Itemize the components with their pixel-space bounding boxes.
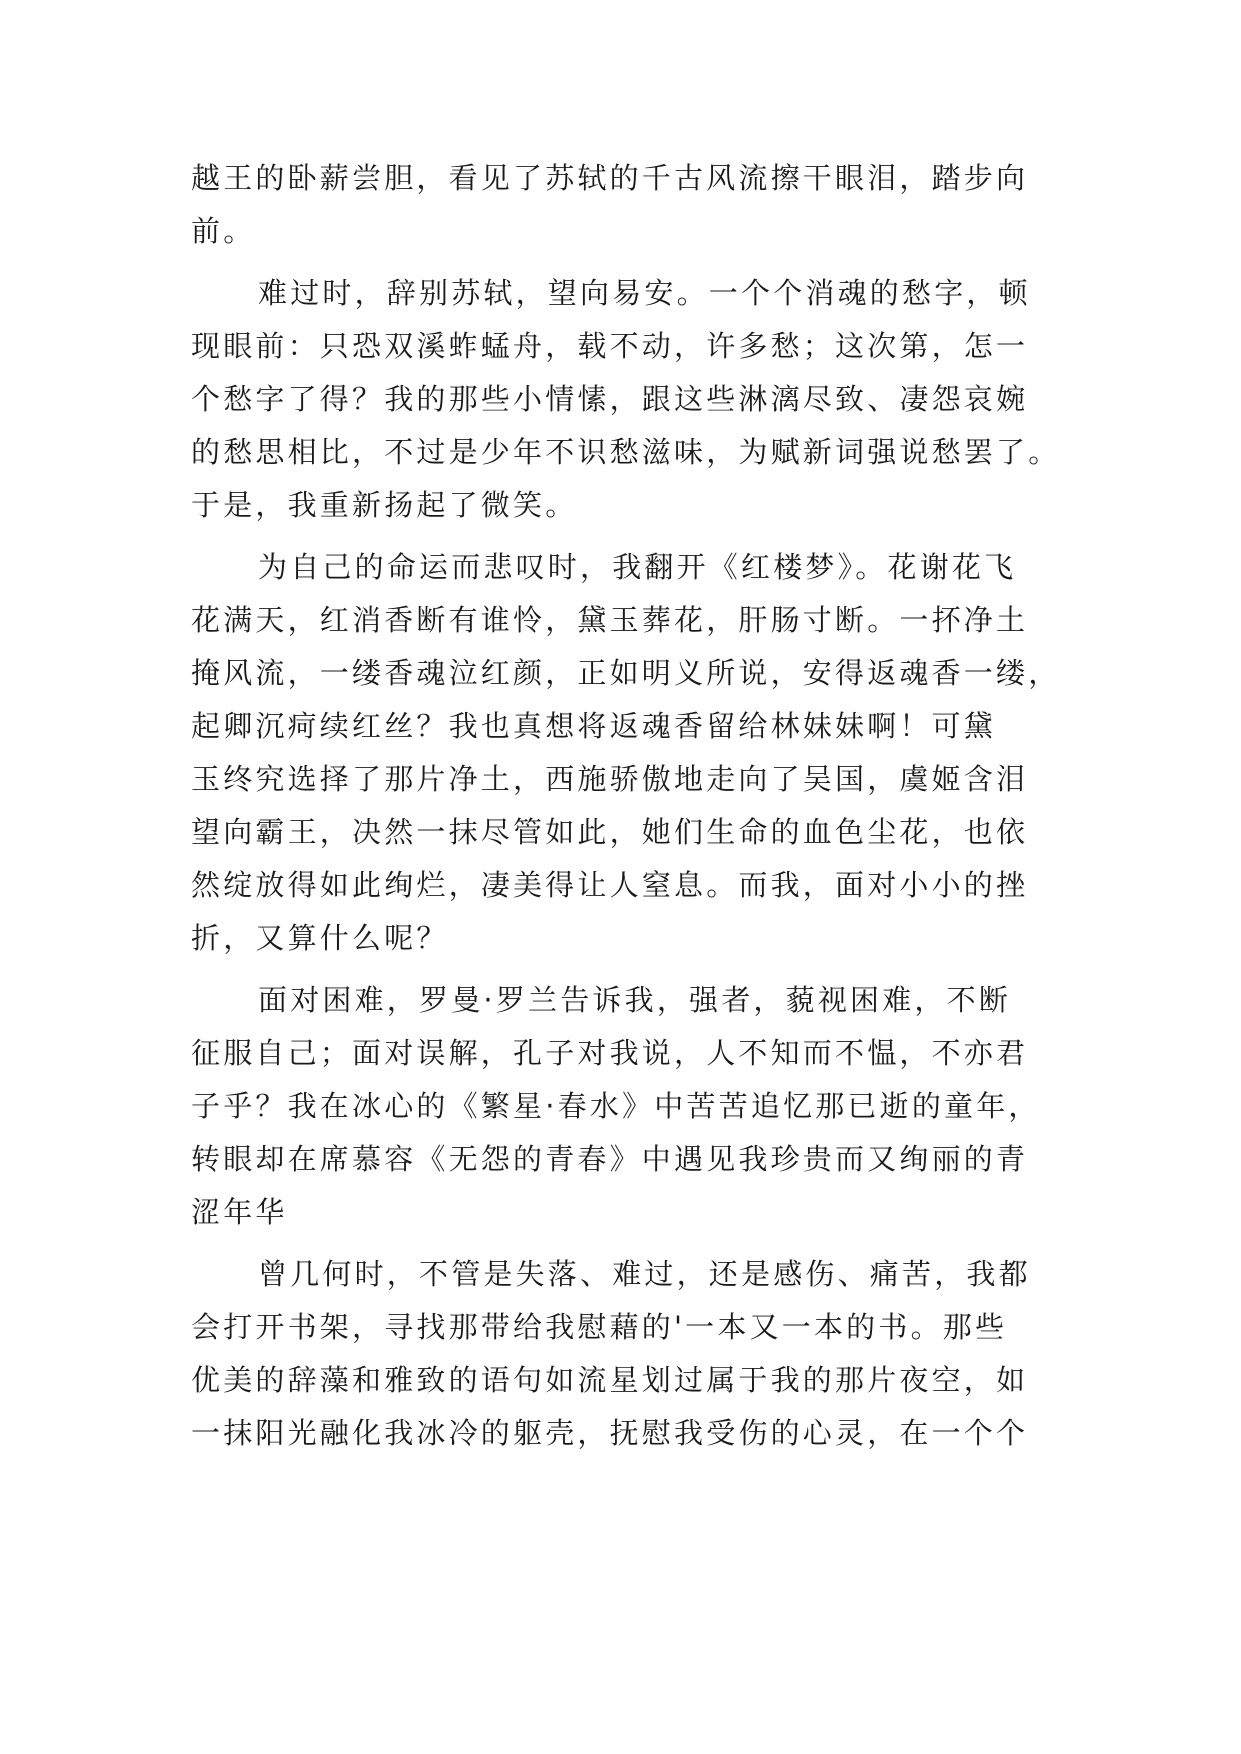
- text-line: 越王的卧薪尝胆，看见了苏轼的千古风流擦干眼泪，踏步向: [191, 161, 1029, 195]
- text-line: 曾几何时，不管是失落、难过，还是感伤、痛苦，我都: [258, 1257, 1031, 1291]
- text-line: 然绽放得如此绚烂，凄美得让人窒息。而我，面对小小的挫: [191, 868, 1029, 902]
- text-line: 的愁思相比，不过是少年不识愁滋味，为赋新词强说愁罢了。: [191, 435, 1061, 469]
- text-line: 个愁字了得？我的那些小情愫，跟这些淋漓尽致、凄怨哀婉: [191, 382, 1029, 416]
- text-line: 难过时，辞别苏轼，望向易安。一个个消魂的愁字，顿: [258, 276, 1031, 310]
- paragraph-5: [191, 1248, 1051, 1460]
- text-line: 于是，我重新扬起了微笑。: [191, 488, 578, 522]
- text-line: 会打开书架，寻找那带给我慰藉的'一本又一本的书。那些: [191, 1310, 1008, 1344]
- text-line: 花满天，红消香断有谁怜，黛玉葬花，肝肠寸断。一抔净土: [191, 603, 1029, 637]
- paragraph-2: [191, 267, 1061, 532]
- text-line: 掩风流，一缕香魂泣红颜，正如明义所说，安得返魂香一缕，: [191, 656, 1061, 690]
- text-line: 一抹阳光融化我冰冷的躯壳，抚慰我受伤的心灵，在一个个: [191, 1416, 1029, 1450]
- text-line: 子乎？我在冰心的《繁星·春水》中苦苦追忆那已逝的童年，: [191, 1089, 1041, 1123]
- text-line: 优美的辞藻和雅致的语句如流星划过属于我的那片夜空，如: [191, 1363, 1029, 1397]
- text-line: 折，又算什么呢？: [191, 921, 449, 955]
- text-line: 现眼前：只恐双溪蚱蜢舟，载不动，许多愁；这次第，怎一: [191, 329, 1029, 363]
- text-line: 转眼却在席慕容《无怨的青春》中遇见我珍贵而又绚丽的青: [191, 1142, 1029, 1176]
- text-line: 起卿沉疴续红丝？我也真想将返魂香留给林妹妹啊！可黛: [191, 709, 997, 743]
- paragraph-3: [191, 541, 1061, 965]
- document-body: [191, 152, 1061, 1460]
- text-line: 前。: [191, 214, 256, 248]
- paragraph-1: [191, 152, 1051, 258]
- paragraph-4: [191, 974, 1051, 1239]
- text-line: 望向霸王，决然一抹尽管如此，她们生命的血色尘花，也依: [191, 815, 1029, 849]
- text-line: 涩年华: [191, 1195, 288, 1229]
- text-line: 征服自己；面对误解，孔子对我说，人不知而不愠，不亦君: [191, 1036, 1029, 1070]
- text-line: 为自己的命运而悲叹时，我翻开《红楼梦》。花谢花飞: [258, 550, 1017, 584]
- text-line: 面对困难，罗曼·罗兰告诉我，强者，藐视困难，不断: [258, 983, 1012, 1017]
- text-line: 玉终究选择了那片净土，西施骄傲地走向了吴国，虞姬含泪: [191, 762, 1029, 796]
